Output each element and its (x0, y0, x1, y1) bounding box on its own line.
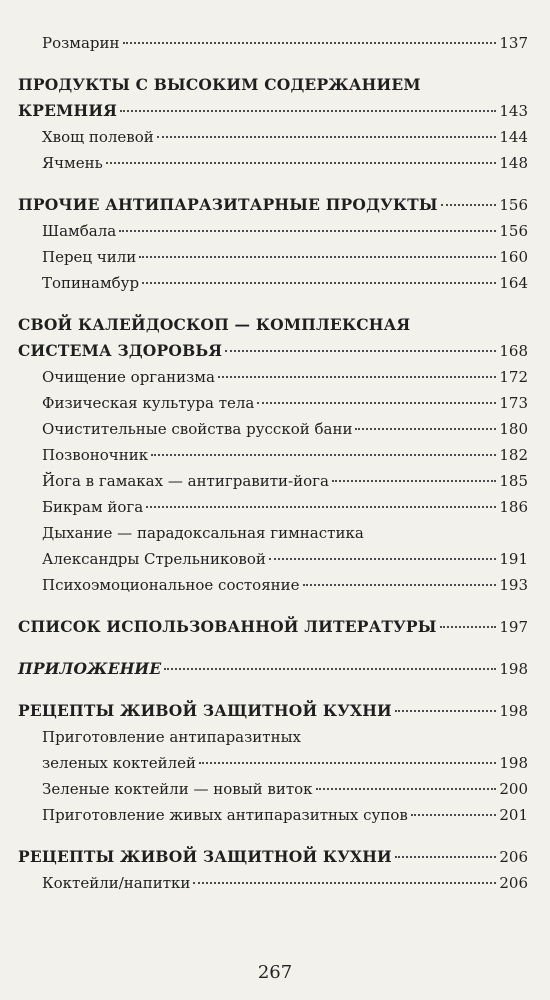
dot-leader (142, 282, 496, 284)
dot-leader (164, 668, 496, 670)
toc-entry (18, 244, 528, 270)
dot-leader (316, 788, 497, 790)
toc-entry (18, 572, 528, 598)
entry-title-line2: Александры Стрельниковой (42, 550, 266, 568)
section-page: 198 (499, 660, 528, 678)
entry-title: Зеленые коктейли — новый виток (42, 780, 313, 798)
dot-leader (146, 506, 496, 508)
entry-title: Очистительные свойства русской бани (42, 420, 353, 438)
dot-leader (106, 162, 497, 164)
toc-entry (18, 776, 528, 802)
section-heading (18, 98, 528, 124)
toc-entry (18, 390, 528, 416)
dot-leader (332, 480, 496, 482)
section-title-line2: КРЕМНИЯ (18, 101, 118, 120)
section-title-line2: СИСТЕМА ЗДОРОВЬЯ (18, 341, 223, 360)
toc-entry (18, 442, 528, 468)
section-title: РЕЦЕПТЫ ЖИВОЙ ЗАЩИТНОЙ КУХНИ (18, 847, 392, 866)
entry-title: Перец чили (42, 248, 137, 266)
dot-leader (411, 814, 497, 816)
dot-leader (257, 402, 496, 404)
section-page: 198 (499, 702, 528, 720)
entry-title: Физическая культура тела (42, 394, 255, 412)
toc-entry (18, 364, 528, 390)
entry-page: 160 (499, 248, 528, 266)
section-page: 197 (499, 618, 528, 636)
entry-page: 201 (499, 806, 528, 824)
entry-page: 200 (499, 780, 528, 798)
entry-page: 144 (499, 128, 528, 146)
toc-entry (18, 546, 528, 572)
dot-leader (355, 428, 496, 430)
toc-entry (18, 124, 528, 150)
entry-title: Коктейли/напитки (42, 874, 191, 892)
entry-title: Очищение организма (42, 368, 215, 386)
entry-page: 137 (499, 34, 528, 52)
dot-leader (157, 136, 497, 138)
section-heading (18, 192, 528, 218)
entry-title: Топинамбур (42, 274, 140, 292)
toc-entry (18, 150, 528, 176)
entry-title: Приготовление живых антипаразитных супов (42, 806, 408, 824)
section-heading (18, 844, 528, 870)
section-title: РЕЦЕПТЫ ЖИВОЙ ЗАЩИТНОЙ КУХНИ (18, 701, 392, 720)
dot-leader (218, 376, 496, 378)
dot-leader (120, 110, 496, 112)
toc-entry (18, 802, 528, 828)
table-of-contents (18, 30, 528, 896)
entry-page: 206 (499, 874, 528, 892)
section-heading (18, 614, 528, 640)
section-title: СПИСОК ИСПОЛЬЗОВАННОЙ ЛИТЕРАТУРЫ (18, 617, 437, 636)
entry-page: 148 (499, 154, 528, 172)
entry-title: Хвощ полевой (42, 128, 154, 146)
entry-page: 172 (499, 368, 528, 386)
entry-page: 180 (499, 420, 528, 438)
entry-title: Розмарин (42, 34, 120, 52)
dot-leader (123, 42, 497, 44)
dot-leader (199, 762, 496, 764)
dot-leader (395, 856, 496, 858)
dot-leader (119, 230, 496, 232)
entry-title: Шамбала (42, 222, 117, 240)
entry-title-line1: Приготовление антипаразитных (42, 728, 301, 746)
dot-leader (193, 882, 496, 884)
entry-page: 198 (499, 754, 528, 772)
entry-title: Йога в гамаках — антигравити-йога (42, 472, 329, 490)
section-heading (18, 698, 528, 724)
page-number: 267 (257, 962, 293, 983)
entry-page: 191 (499, 550, 528, 568)
dot-leader (269, 558, 497, 560)
section-page: 206 (499, 848, 528, 866)
section-title-line1: СВОЙ КАЛЕЙДОСКОП — КОМПЛЕКСНАЯ (18, 315, 411, 334)
dot-leader (441, 204, 497, 206)
section-page: 156 (499, 196, 528, 214)
toc-entry (18, 870, 528, 896)
entry-page: 173 (499, 394, 528, 412)
entry-page: 182 (499, 446, 528, 464)
toc-entry (18, 218, 528, 244)
section-title-line1: ПРОДУКТЫ С ВЫСОКИМ СОДЕРЖАНИЕМ (18, 75, 421, 94)
section-heading (18, 656, 528, 682)
toc-entry (18, 30, 528, 56)
dot-leader (151, 454, 496, 456)
section-heading (18, 338, 528, 364)
entry-title-line2: зеленых коктейлей (42, 754, 196, 772)
toc-entry (18, 494, 528, 520)
entry-page: 193 (499, 576, 528, 594)
entry-title-line1: Дыхание — парадоксальная гимнастика (42, 524, 364, 542)
toc-entry (18, 416, 528, 442)
toc-entry (18, 468, 528, 494)
dot-leader (225, 350, 496, 352)
toc-entry (18, 270, 528, 296)
dot-leader (139, 256, 496, 258)
entry-page: 185 (499, 472, 528, 490)
entry-title: Психоэмоциональное состояние (42, 576, 300, 594)
section-title: ПРОЧИЕ АНТИПАРАЗИТАРНЫЕ ПРОДУКТЫ (18, 195, 438, 214)
entry-title: Бикрам йога (42, 498, 144, 516)
entry-title: Ячмень (42, 154, 103, 172)
entry-title: Позвоночник (42, 446, 149, 464)
entry-page: 164 (499, 274, 528, 292)
dot-leader (303, 584, 497, 586)
section-page: 143 (499, 102, 528, 120)
section-page: 168 (499, 342, 528, 360)
dot-leader (440, 626, 497, 628)
section-title: ПРИЛОЖЕНИЕ (18, 659, 162, 678)
toc-entry (18, 750, 528, 776)
entry-page: 186 (499, 498, 528, 516)
entry-page: 156 (499, 222, 528, 240)
dot-leader (395, 710, 496, 712)
